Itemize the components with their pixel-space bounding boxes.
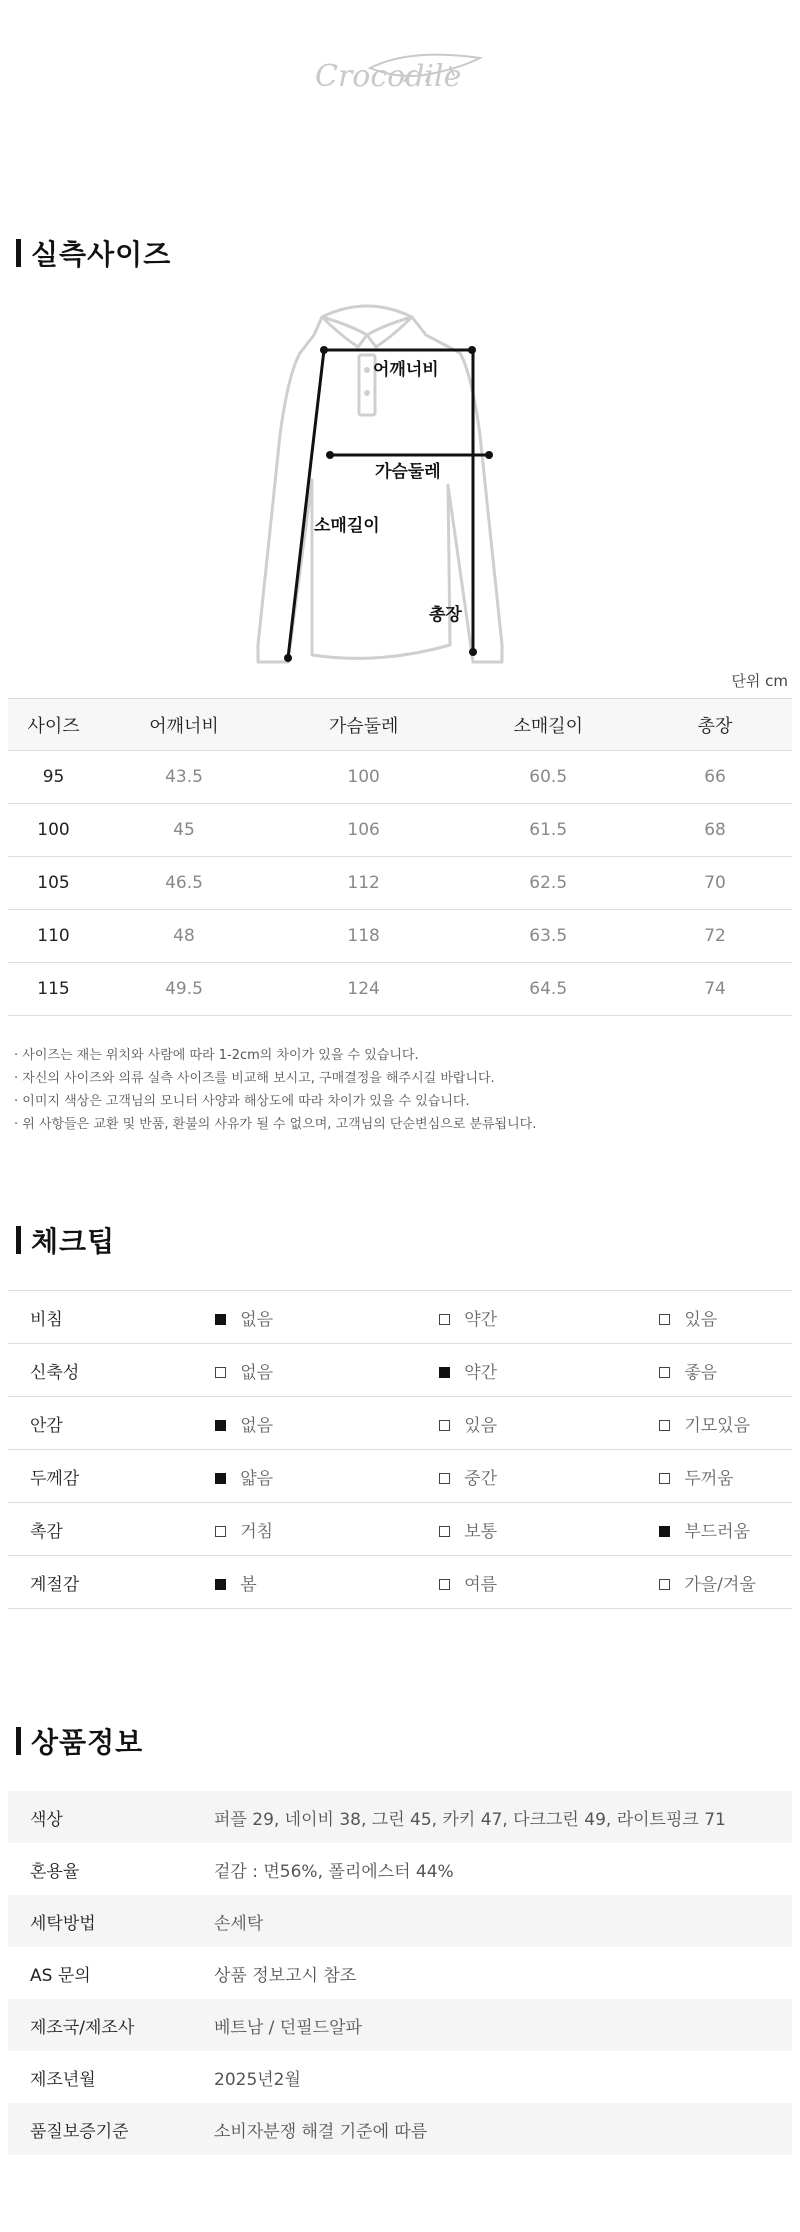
check-tip-row — [8, 1556, 792, 1609]
sleeve-label: 소매길이 — [314, 516, 380, 536]
unchecked-box-icon — [659, 1367, 670, 1378]
checked-box-icon — [215, 1420, 226, 1431]
info-value: 2025년2월 — [214, 2069, 301, 2090]
check-tip-row — [8, 1344, 792, 1397]
checked-box-icon — [215, 1579, 226, 1590]
note-item: · 자신의 사이즈와 의류 실측 사이즈를 비교해 보시고, 구매결정을 해주시길 바랍니다. — [14, 1067, 784, 1090]
size-cell: 95 — [8, 751, 99, 804]
unchecked-box-icon — [659, 1314, 670, 1325]
note-item: · 위 사항들은 교환 및 반품, 환불의 사유가 될 수 없으며, 고객님의 단순변심으로 분류됩니다. — [14, 1113, 784, 1136]
check-tip-row — [8, 1397, 792, 1450]
length-cell: 72 — [638, 910, 792, 963]
info-value: 베트남 / 던필드알파 — [213, 1999, 792, 2051]
info-label: 제조국/제조사 — [8, 1999, 213, 2051]
tip-option-label: 부드러움 — [684, 1521, 751, 1542]
tip-option — [658, 1291, 792, 1344]
info-value: 상품 정보고시 참조 — [214, 1965, 357, 1986]
length-cell: 66 — [638, 751, 792, 804]
crocodile-logo — [310, 28, 490, 108]
tip-option-label: 중간 — [464, 1468, 498, 1489]
size-cell: 115 — [8, 963, 99, 1016]
tip-option — [658, 1397, 792, 1450]
tips-title-text: 체크팁 — [31, 1225, 116, 1258]
title-bar — [16, 1727, 21, 1755]
info-row — [8, 1791, 792, 1843]
size-notes — [14, 1044, 784, 1136]
header-length: 총장 — [638, 699, 792, 751]
tip-option — [438, 1450, 658, 1503]
tip-option — [438, 1397, 658, 1450]
title-bar — [16, 239, 21, 267]
info-label: AS 문의 — [30, 1965, 91, 1986]
header-size: 사이즈 — [8, 699, 99, 751]
check-tip-row — [8, 1291, 792, 1344]
chest-cell: 106 — [269, 804, 458, 857]
checked-box-icon — [439, 1367, 450, 1378]
tip-option-label: 있음 — [464, 1415, 498, 1436]
chest-cell: 112 — [269, 857, 458, 910]
check-tip-row — [8, 1450, 792, 1503]
header-chest: 가슴둘레 — [269, 699, 458, 751]
unchecked-box-icon — [439, 1526, 450, 1537]
tip-option — [438, 1503, 658, 1556]
length-cell: 70 — [638, 857, 792, 910]
tip-option-label: 가을/겨울 — [684, 1574, 756, 1595]
shoulder-cell: 49.5 — [99, 963, 269, 1016]
shoulder-cell: 48 — [99, 910, 269, 963]
table-row — [8, 857, 792, 910]
tip-option — [214, 1503, 438, 1556]
tip-label: 안감 — [8, 1397, 214, 1450]
unchecked-box-icon — [659, 1473, 670, 1484]
checked-box-icon — [215, 1314, 226, 1325]
unchecked-box-icon — [215, 1367, 226, 1378]
info-label: 색상 — [8, 1791, 213, 1843]
tip-option — [214, 1344, 438, 1397]
tip-option — [438, 1556, 658, 1609]
shoulder-cell: 45 — [99, 804, 269, 857]
info-label: 혼용율 — [30, 1861, 80, 1882]
size-cell: 105 — [8, 857, 99, 910]
chest-cell: 100 — [269, 751, 458, 804]
tips-section-title — [16, 1220, 115, 1260]
tip-option-label: 좋음 — [684, 1362, 718, 1383]
table-row — [8, 963, 792, 1016]
shirt-diagram — [240, 295, 580, 675]
tip-label: 신축성 — [8, 1344, 214, 1397]
length-cell: 68 — [638, 804, 792, 857]
note-item: · 이미지 색상은 고객님의 모니터 사양과 해상도에 따라 차이가 있을 수 있습니다. — [14, 1090, 784, 1113]
sleeve-cell: 61.5 — [458, 804, 638, 857]
tip-option — [658, 1556, 792, 1609]
unchecked-box-icon — [439, 1473, 450, 1484]
tip-option — [438, 1344, 658, 1397]
chest-label: 가슴둘레 — [375, 462, 441, 482]
table-row — [8, 751, 792, 804]
info-row — [8, 1895, 792, 1947]
product-info-table — [8, 1791, 792, 2155]
shoulder-cell: 46.5 — [99, 857, 269, 910]
chest-cell: 118 — [269, 910, 458, 963]
unchecked-box-icon — [439, 1314, 450, 1325]
sleeve-cell: 60.5 — [458, 751, 638, 804]
button-icon — [364, 367, 370, 373]
length-label: 총장 — [429, 605, 462, 625]
tip-option-label: 두꺼움 — [684, 1468, 734, 1489]
checked-box-icon — [659, 1526, 670, 1537]
chest-cell: 124 — [269, 963, 458, 1016]
button-icon — [364, 390, 370, 396]
info-label: 품질보증기준 — [8, 2103, 213, 2155]
size-header-row — [8, 699, 792, 751]
title-bar — [16, 1226, 21, 1254]
tip-option-label: 보통 — [464, 1521, 498, 1542]
info-row — [8, 1947, 792, 1999]
tip-option-label: 얇음 — [240, 1468, 274, 1489]
tip-option-label: 거침 — [240, 1521, 274, 1542]
tip-option-label: 여름 — [464, 1574, 498, 1595]
check-tip-table — [8, 1290, 792, 1609]
sleeve-cell: 62.5 — [458, 857, 638, 910]
note-item: · 사이즈는 재는 위치와 사람에 따라 1-2cm의 차이가 있을 수 있습니다. — [14, 1044, 784, 1067]
checked-box-icon — [215, 1473, 226, 1484]
table-row — [8, 910, 792, 963]
size-table — [8, 698, 792, 1016]
tip-option-label: 있음 — [684, 1309, 718, 1330]
tip-label: 촉감 — [8, 1503, 214, 1556]
size-section-title — [16, 233, 171, 273]
shoulder-label: 어깨너비 — [373, 360, 439, 380]
logo-text: Crocodile — [315, 59, 462, 94]
sleeve-cell: 63.5 — [458, 910, 638, 963]
tip-option — [658, 1344, 792, 1397]
tip-option — [438, 1291, 658, 1344]
tip-option-label: 없음 — [240, 1415, 274, 1436]
tip-label: 계절감 — [8, 1556, 214, 1609]
tip-option — [214, 1450, 438, 1503]
header-sleeve: 소매길이 — [458, 699, 638, 751]
unchecked-box-icon — [659, 1420, 670, 1431]
tip-option-label: 약간 — [464, 1309, 498, 1330]
unit-label: 단위 cm — [731, 672, 788, 690]
info-row — [8, 2103, 792, 2155]
tip-option-label: 없음 — [240, 1309, 274, 1330]
info-title-text: 상품정보 — [31, 1726, 144, 1759]
unchecked-box-icon — [659, 1579, 670, 1590]
info-row — [8, 2051, 792, 2103]
tip-option — [214, 1291, 438, 1344]
info-label: 제조년월 — [30, 2069, 96, 2090]
unchecked-box-icon — [439, 1579, 450, 1590]
info-value: 겉감 : 면56%, 폴리에스터 44% — [214, 1861, 454, 1882]
tip-option-label: 봄 — [240, 1574, 257, 1595]
header-shoulder: 어깨너비 — [99, 699, 269, 751]
table-row — [8, 804, 792, 857]
length-cell: 74 — [638, 963, 792, 1016]
size-title-text: 실측사이즈 — [31, 238, 172, 271]
size-cell: 110 — [8, 910, 99, 963]
tip-option — [214, 1397, 438, 1450]
tip-option — [214, 1556, 438, 1609]
info-value: 손세탁 — [213, 1895, 792, 1947]
tip-option — [658, 1450, 792, 1503]
info-section-title — [16, 1721, 143, 1761]
info-value: 퍼플 29, 네이비 38, 그린 45, 카키 47, 다크그린 49, 라이트핑크 71 — [213, 1791, 792, 1843]
shoulder-cell: 43.5 — [99, 751, 269, 804]
tip-option — [658, 1503, 792, 1556]
info-value: 소비자분쟁 해결 기준에 따름 — [213, 2103, 792, 2155]
unchecked-box-icon — [439, 1420, 450, 1431]
info-label: 세탁방법 — [8, 1895, 213, 1947]
info-row — [8, 1843, 792, 1895]
tip-label: 두께감 — [8, 1450, 214, 1503]
check-tip-row — [8, 1503, 792, 1556]
sleeve-cell: 64.5 — [458, 963, 638, 1016]
unchecked-box-icon — [215, 1526, 226, 1537]
tip-option-label: 기모있음 — [684, 1415, 751, 1436]
tip-label: 비침 — [8, 1291, 214, 1344]
info-row — [8, 1999, 792, 2051]
tip-option-label: 약간 — [464, 1362, 498, 1383]
tip-option-label: 없음 — [240, 1362, 274, 1383]
size-cell: 100 — [8, 804, 99, 857]
